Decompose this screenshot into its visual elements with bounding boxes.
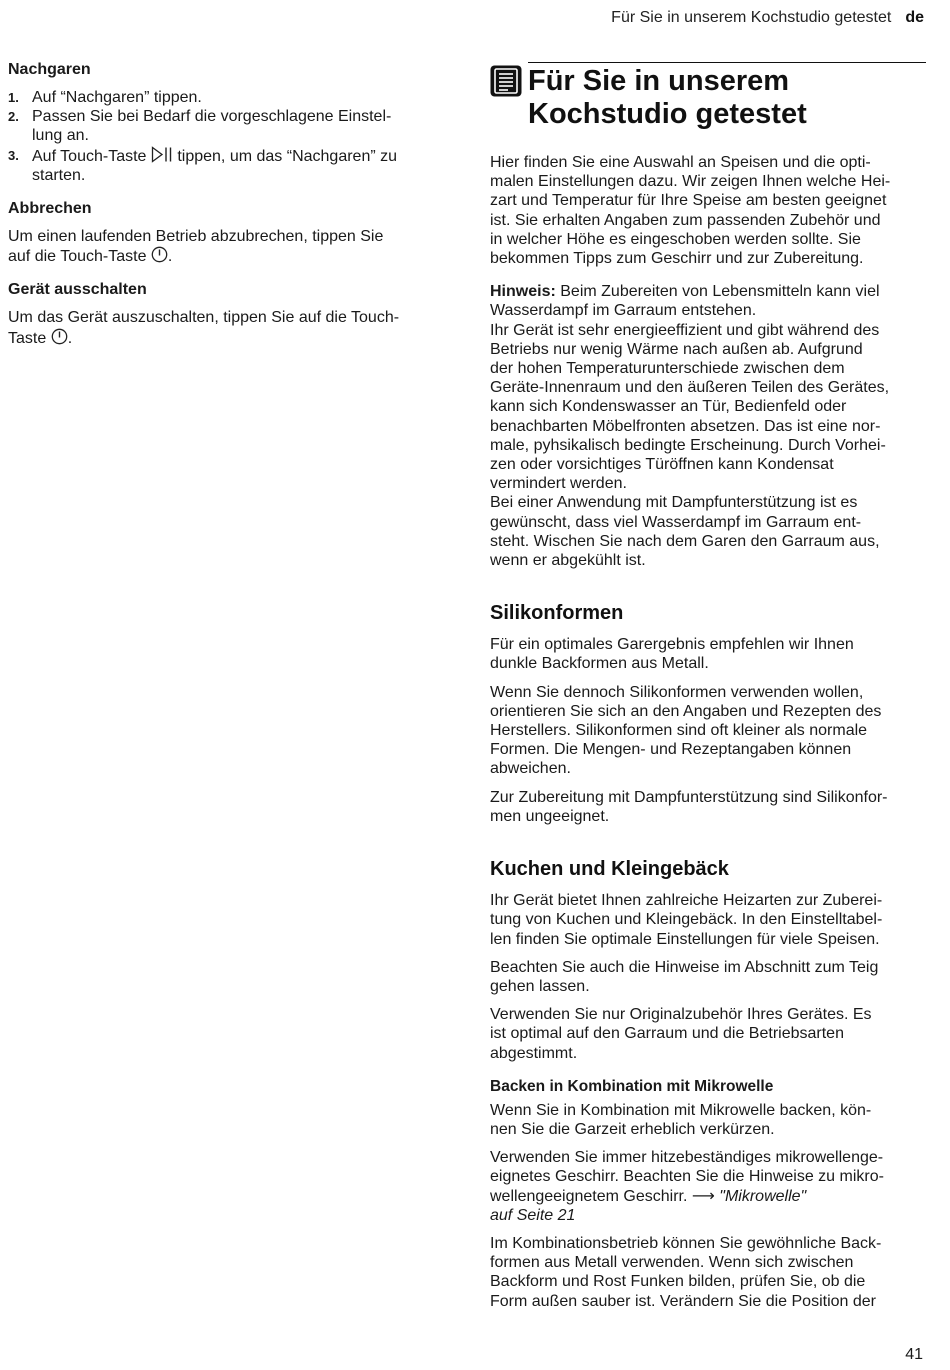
cross-reference-page[interactable]: auf Seite 21 — [490, 1206, 576, 1224]
power-icon — [151, 246, 168, 263]
play-pause-icon — [151, 146, 173, 163]
cross-reference-link[interactable]: "Mikrowelle" — [714, 1187, 807, 1205]
step-2: 2. Passen Sie bei Bedarf die vorgeschlagene Einstel- lung an. — [8, 108, 392, 145]
heading-kuchen: Kuchen und Kleingebäck — [490, 858, 729, 881]
heading-nachgaren: Nachgaren — [8, 61, 91, 78]
page-number: 41 — [905, 1346, 923, 1363]
heading-abbrechen: Abbrechen — [8, 200, 92, 218]
backen-p1: Wenn Sie in Kombination mit Mikrowelle backen, kön- nen Sie die Garzeit erheblich verkürzen. — [490, 1101, 872, 1138]
backen-p3: Im Kombinationsbetrieb können Sie gewöhnliche Back- formen aus Metall verwenden. Wenn sich zwischen Backform und Rost Funken bilden, prüfen Sie, ob die Form außen sauber ist. Verändern Sie die Position der — [490, 1234, 882, 1310]
document-list-icon — [490, 65, 522, 97]
text-abbrechen: Um einen laufenden Betrieb abzubrechen, tippen Sie auf die Touch-Taste . — [8, 228, 384, 266]
running-header-title: Für Sie in unserem Kochstudio getestet — [611, 9, 892, 26]
hinweis-label: Hinweis: — [490, 283, 556, 301]
kuchen-p1: Ihr Gerät bietet Ihnen zahlreiche Heizarten zur Zuberei- tung von Kuchen und Kleingebäck. In den Einstelltabel- len finden Sie optimale Einstellungen für viele Speisen. — [490, 892, 883, 948]
kuchen-p2: Beachten Sie auch die Hinweise im Abschnitt zum Teig gehen lassen. — [490, 958, 879, 995]
page-title: Für Sie in unserem Kochstudio getestet — [528, 65, 807, 130]
step-1: 1. Auf “Nachgaren” tippen. — [8, 89, 202, 106]
section-title-block — [528, 62, 926, 131]
heading-ausschalten: Gerät ausschalten — [8, 281, 147, 299]
heading-silikonformen: Silikonformen — [490, 602, 624, 625]
backen-p2: Verwenden Sie immer hitzebeständiges mikrowellenge- eignetes Geschirr. Beachten Sie die Hinweise zu mikro- wellengeeignetem Geschirr. ⟶ "Mikrowelle" auf Seite 21 — [490, 1148, 926, 1225]
cross-reference-arrow: ⟶ — [691, 1187, 715, 1205]
language-code: de — [905, 9, 924, 26]
kuchen-p3: Verwenden Sie nur Originalzubehör Ihres Gerätes. Es ist optimal auf den Garraum und die Betriebsarten abgestimmt. — [490, 1006, 872, 1062]
step-3: 3. Auf Touch-Taste tippen, um das “Nachgaren” zu starten. — [8, 147, 398, 184]
steps-list — [8, 88, 438, 185]
power-icon — [51, 328, 68, 345]
silikon-p3: Zur Zubereitung mit Dampfunterstützung sind Silikonfor- men ungeeignet. — [490, 788, 888, 825]
left-column — [8, 60, 438, 357]
silikon-p2: Wenn Sie dennoch Silikonformen verwenden wollen, orientieren Sie sich an den Angaben und Rezepten des Herstellers. Silikonformen sind oft kleiner als normale Formen. Die Mengen- und Rezeptangaben können abweichen. — [490, 683, 882, 778]
right-column — [490, 62, 926, 1320]
hinweis-text: Hinweis: Beim Zubereiten von Lebensmitteln kann viel Wasserdampf im Garraum entstehen. Ihr Gerät ist sehr energieeffizient und gibt während des Betriebs nur wenig Wärme nach außen ab. Aufgrund der hohen Temperaturunterschiede zwischen dem Geräte-Innenraum und den äußeren Teilen des Gerätes, kann sich Kondenswasser an Tür, Bedienfeld oder benachbarten Möbelfronten absetzen. Das ist eine nor- male, pyhsikalisch bedingte Erscheinung. Durch Vorhei- zen oder vorsichtiges Türöffnen kann Kondensat vermindert werden. Bei einer Anwendung mit Dampfunterstützung ist es gewünscht, dass viel Wasserdampf im Garraum ent- steht. Wischen Sie nach dem Garen den Garraum aus, wenn er abgekühlt ist. — [490, 283, 890, 570]
intro-text: Hier finden Sie eine Auswahl an Speisen und die opti- malen Einstellungen dazu. Wir zeigen Ihnen welche Hei- zart und Temperatur für Ihre Speise am besten geeignet ist. Sie erhalten Angaben zum passenden Zubehör und in welcher Höhe es eingeschoben werden sollte. Sie bekommen Tipps zum Geschirr und zur Zubereitung. — [490, 154, 891, 268]
running-header — [611, 9, 924, 27]
heading-backen-mikrowelle: Backen in Kombination mit Mikrowelle — [490, 1077, 774, 1095]
text-ausschalten: Um das Gerät auszuschalten, tippen Sie auf die Touch- Taste . — [8, 309, 400, 347]
silikon-p1: Für ein optimales Garergebnis empfehlen wir Ihnen dunkle Backformen aus Metall. — [490, 636, 854, 673]
